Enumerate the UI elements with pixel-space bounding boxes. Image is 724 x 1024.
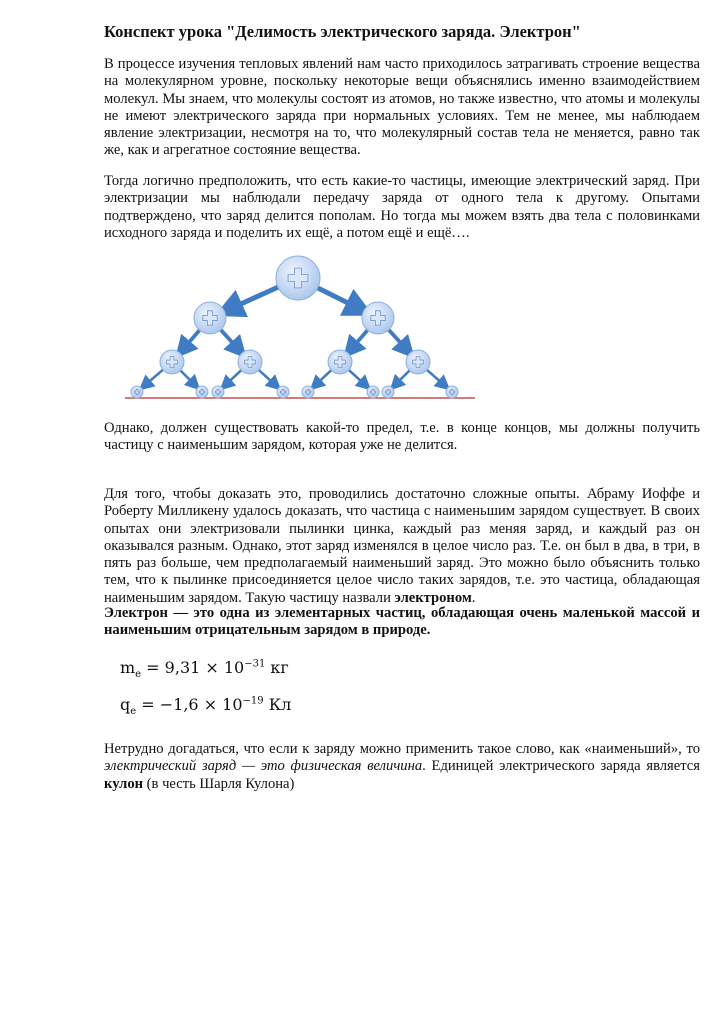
paragraph-hypothesis: Тогда логично предположить, что есть какие-то частицы, имеющие электрический заряд. При электризации мы наблюдали передачу заряда от одного тела к другому. Опытами подтверждено, что заряд делится пополам. Но тогда мы можем взять два тела с половинками исходного заряда и поделить их ещё, а потом ещё и ещё…. [104, 173, 700, 241]
charge-node [196, 386, 208, 398]
division-arrow [427, 370, 445, 385]
charge-unit: Кл [263, 695, 292, 714]
charge-node [212, 386, 224, 398]
paragraph-unit [104, 741, 700, 793]
charge-node [406, 350, 430, 374]
division-arrow [315, 370, 331, 385]
charge-node [276, 256, 320, 300]
formula-electron-charge [120, 695, 291, 717]
mass-exponent: −31 [244, 658, 266, 670]
charge-node [362, 302, 394, 334]
charge-node [131, 386, 143, 398]
charge-node [302, 386, 314, 398]
division-arrow [145, 370, 163, 386]
paragraph-intro: В процессе изучения тепловых явлений нам часто приходилось затрагивать строение вещества на молекулярном уровне, поскольку некоторые вещи объяснялись именно взаимодействием молекул. Мы знаем, что молекулы состоят из атомов, но также известно, что атомы и молекулы не имеют электрического заряда при нормальных условиях. Тем не менее, мы наблюдаем явление электризации, несмотря на то, что молекулярный состав тела не меняется, равно так же, как и агрегатное состояние вещества. [104, 56, 700, 159]
division-arrow [228, 287, 278, 310]
division-arrow [318, 288, 360, 309]
division-arrow [259, 370, 276, 385]
division-arrow [182, 330, 199, 350]
mass-symbol: m [120, 658, 136, 677]
division-arrow [221, 330, 239, 350]
paragraph-experiments [104, 486, 700, 607]
electron-definition: Электрон — это одна из элементарных частиц, обладающая очень маленькой массой и наименьшим отрицательным зарядом в природе. [104, 605, 700, 639]
charge-node [367, 386, 379, 398]
page-title: Конспект урока "Делимость электрического заряда. Электрон" [104, 22, 581, 41]
unit-text-a: Нетрудно догадаться, что если к заряду можно применить такое слово, как «наименьший», то [104, 741, 700, 757]
mass-unit: кг [265, 658, 289, 677]
mass-subscript: e [135, 669, 142, 681]
division-arrow [180, 370, 194, 384]
charge-node [277, 386, 289, 398]
charge-node [328, 350, 352, 374]
formula-electron-mass [120, 658, 289, 680]
division-arrow [350, 330, 367, 350]
unit-text-c: (в честь Шарля Кулона) [143, 775, 295, 792]
charge-division-diagram [120, 248, 490, 408]
charge-symbol: q [120, 695, 131, 714]
division-arrow [349, 370, 366, 385]
unit-italic-statement: электрический заряд — это физическая величина [104, 758, 423, 775]
division-arrow [395, 370, 409, 384]
charge-subscript: e [130, 706, 137, 718]
charge-value: = −1,6 × 10 [136, 695, 243, 714]
charge-exponent: −19 [242, 695, 264, 707]
coulomb-term: кулон [104, 775, 144, 792]
unit-text-b: . Единицей электрического заряда является [422, 758, 700, 775]
paragraph-limit: Однако, должен существовать какой-то предел, т.е. в конце концов, мы должны получить частицу с наименьшим зарядом, которая уже не делится. [104, 420, 700, 454]
division-arrow [225, 370, 241, 385]
charge-node [194, 302, 226, 334]
electron-term: электроном [394, 589, 472, 606]
charge-node [446, 386, 458, 398]
division-arrow [389, 330, 407, 350]
charge-node [382, 386, 394, 398]
mass-value: = 9,31 × 10 [141, 658, 245, 677]
experiments-end: . [471, 589, 476, 606]
charge-node [238, 350, 262, 374]
experiments-text: Для того, чтобы доказать это, проводились достаточно сложные опыты. Абраму Иоффе и Роберту Милликену удалось доказать, что частица с наименьшим зарядом существует. В своих опытах они электризовали пылинки цинка, каждый раз меняя заряд, и каждый раз он оказывался разным. Однако, этот заряд изменялся в целое число раз. Т.е. он был в два, в три, в пять раз больше, чем предполагаемый наименьший заряд. Это можно было объяснить только тем, что к пылинке присоединяется целое число таких зарядов, т.е. это частица, обладающая наименьшим зарядом. Такую частицу назвали [104, 486, 700, 606]
charge-node [160, 350, 184, 374]
